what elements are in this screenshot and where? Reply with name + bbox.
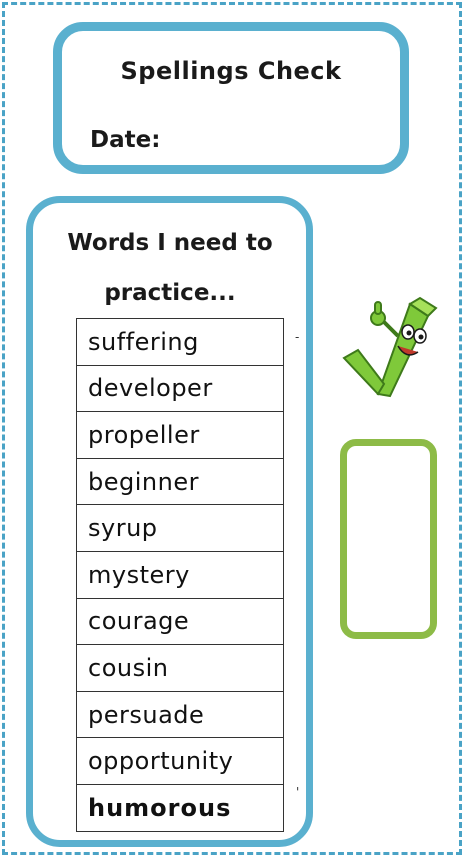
- word-row: developer: [76, 366, 284, 413]
- word-row: persuade: [76, 692, 284, 739]
- word-row: cousin: [76, 645, 284, 692]
- words-heading-line1: Words I need to: [67, 230, 273, 256]
- smiling-checkmark-icon: [338, 296, 448, 406]
- word-row: beginner: [76, 459, 284, 506]
- word-row: propeller: [76, 412, 284, 459]
- header-box: [53, 22, 409, 174]
- page-title: Spellings Check: [120, 57, 342, 85]
- date-label: Date:: [90, 127, 161, 153]
- word-row: opportunity: [76, 738, 284, 785]
- stray-mark: -: [295, 330, 300, 344]
- word-row: humorous: [76, 785, 284, 832]
- words-heading-line2: practice...: [104, 280, 236, 306]
- word-row: courage: [76, 599, 284, 646]
- word-row: syrup: [76, 505, 284, 552]
- word-row: mystery: [76, 552, 284, 599]
- stray-mark: ': [296, 785, 300, 799]
- score-box: [340, 439, 437, 639]
- word-table: [76, 318, 284, 832]
- word-row: suffering: [76, 319, 284, 366]
